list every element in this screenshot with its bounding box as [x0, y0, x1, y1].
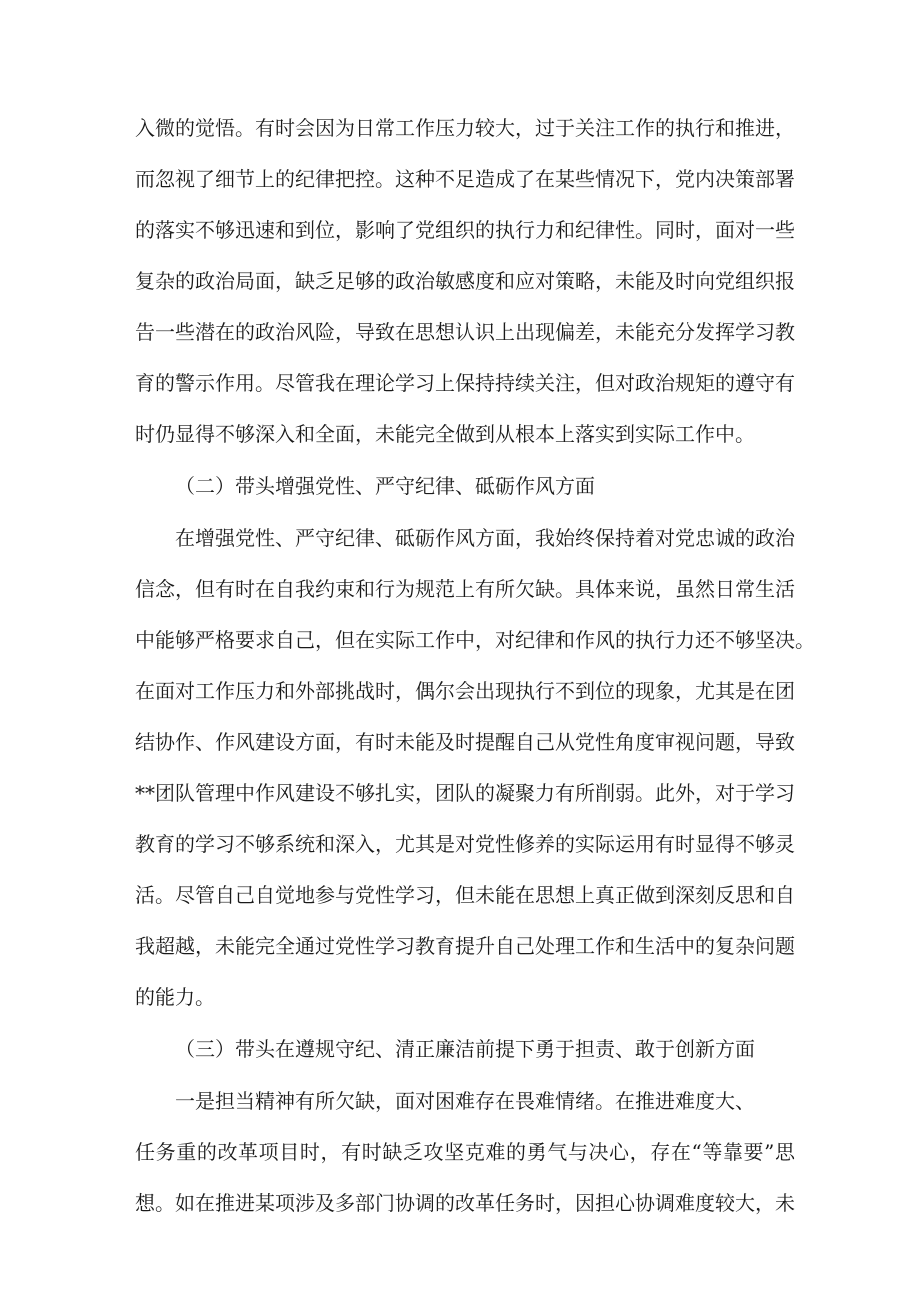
paragraph-line: 而忽视了细节上的纪律把控。这种不足造成了在某些情况下，党内决策部署 [135, 167, 795, 191]
paragraph-line: 中能够严格要求自己，但在实际工作中，对纪律和作风的执行力还不够坚决。 [135, 628, 815, 652]
paragraph-line: 教育的学习不够系统和深入，尤其是对党性修养的实际运用有时显得不够灵 [135, 832, 795, 856]
paragraph-line: 我超越，未能完全通过党性学习教育提升自己处理工作和生活中的复杂问题 [135, 934, 795, 958]
section-heading: （三）带头在遵规守纪、清正廉洁前提下勇于担责、敢于创新方面 [175, 1037, 755, 1061]
paragraph-line: 在增强党性、严守纪律、砥砺作风方面，我始终保持着对党忠诚的政治 [175, 526, 795, 550]
paragraph-line: 活。尽管自己自觉地参与党性学习，但未能在思想上真正做到深刻反思和自 [135, 883, 795, 907]
paragraph-line: 告一些潜在的政治风险，导致在思想认识上出现偏差，未能充分发挥学习教 [135, 320, 795, 344]
paragraph-line: 育的警示作用。尽管我在理论学习上保持持续关注，但对政治规矩的遵守有 [135, 371, 795, 395]
paragraph-line: 入微的觉悟。有时会因为日常工作压力较大，过于关注工作的执行和推进， [135, 116, 795, 140]
section-heading: （二）带头增强党性、严守纪律、砥砺作风方面 [175, 474, 595, 498]
paragraph-line: 信念，但有时在自我约束和行为规范上有所欠缺。具体来说，虽然日常生活 [135, 577, 795, 601]
paragraph-line: 结协作、作风建设方面，有时未能及时提醒自己从党性角度审视问题，导致 [135, 730, 795, 754]
paragraph-line: 时仍显得不够深入和全面，未能完全做到从根本上落实到实际工作中。 [135, 422, 755, 446]
paragraph-line: 任务重的改革项目时，有时缺乏攻坚克难的勇气与决心，存在“等靠要”思 [135, 1140, 795, 1164]
paragraph-line: 在面对工作压力和外部挑战时，偶尔会出现执行不到位的现象，尤其是在团 [135, 679, 795, 703]
paragraph-line: 的能力。 [135, 985, 215, 1009]
paragraph-line: **团队管理中作风建设不够扎实，团队的凝聚力有所削弱。此外，对于学习 [135, 781, 795, 805]
paragraph-line: 一是担当精神有所欠缺，面对困难存在畏难情绪。在推进难度大、 [175, 1089, 755, 1113]
paragraph-line: 复杂的政治局面，缺乏足够的政治敏感度和应对策略，未能及时向党组织报 [135, 269, 795, 293]
paragraph-line: 的落实不够迅速和到位，影响了党组织的执行力和纪律性。同时，面对一些 [135, 218, 795, 242]
paragraph-line: 想。如在推进某项涉及多部门协调的改革任务时，因担心协调难度较大，未 [135, 1191, 795, 1215]
